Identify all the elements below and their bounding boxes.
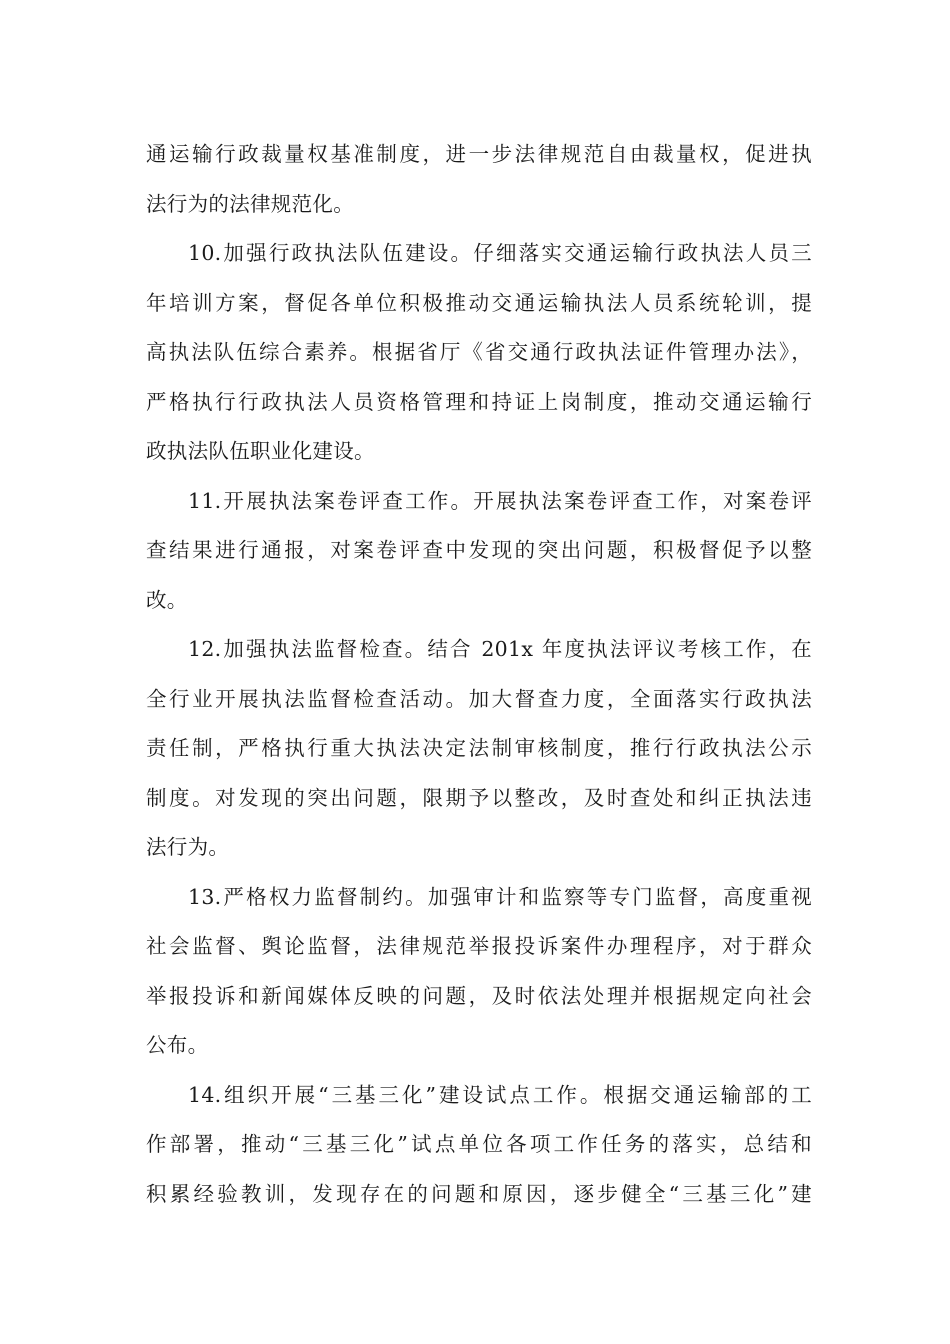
text-line: 12.加强执法监督检查。结合 201x 年度执法评议考核工作，在 bbox=[188, 637, 812, 661]
text-line: 严格执行行政执法人员资格管理和持证上岗制度，推动交通运输行 bbox=[146, 389, 812, 414]
text-line: 14.组织开展“三基三化”建设试点工作。根据交通运输部的工 bbox=[188, 1082, 812, 1107]
text-line: 积累经验教训，发现存在的问题和原因，逐步健全“三基三化”建 bbox=[146, 1181, 812, 1206]
text-line: 责任制，严格执行重大执法决定法制审核制度，推行行政执法公示 bbox=[146, 736, 812, 760]
text-line: 法行为。 bbox=[146, 835, 230, 859]
text-line: 政执法队伍职业化建设。 bbox=[146, 439, 375, 463]
paragraph-10 bbox=[146, 229, 812, 477]
text-line: 法行为的法律规范化。 bbox=[146, 191, 354, 216]
paragraph-14 bbox=[146, 1071, 812, 1220]
text-line: 制度。对发现的突出问题，限期予以整改，及时查处和纠正执法违 bbox=[146, 785, 812, 810]
paragraph-9-tail bbox=[146, 130, 812, 229]
text-line: 社会监督、舆论监督，法律规范举报投诉案件办理程序，对于群众 bbox=[146, 934, 812, 958]
paragraph-13 bbox=[146, 873, 812, 1071]
paragraph-12 bbox=[146, 625, 812, 873]
text-line: 10.加强行政执法队伍建设。仔细落实交通运输行政执法人员三 bbox=[188, 241, 812, 265]
text-line: 公布。 bbox=[146, 1033, 209, 1057]
text-line: 作部署，推动“三基三化”试点单位各项工作任务的落实，总结和 bbox=[146, 1132, 812, 1156]
text-line: 改。 bbox=[146, 587, 188, 612]
document-body bbox=[146, 130, 812, 1219]
paragraph-11 bbox=[146, 477, 812, 626]
text-line: 举报投诉和新闻媒体反映的问题，及时依法处理并根据规定向社会 bbox=[146, 983, 812, 1008]
text-line: 全行业开展执法监督检查活动。加大督查力度，全面落实行政执法 bbox=[146, 686, 812, 711]
text-line: 13.严格权力监督制约。加强审计和监察等专门监督，高度重视 bbox=[188, 884, 812, 909]
text-line: 11.开展执法案卷评查工作。开展执法案卷评查工作，对案卷评 bbox=[188, 488, 812, 513]
text-line: 年培训方案，督促各单位积极推动交通运输执法人员系统轮训，提 bbox=[146, 290, 812, 315]
text-line: 高执法队伍综合素养。根据省厅《省交通行政执法证件管理办法》， bbox=[146, 340, 812, 364]
text-line: 通运输行政裁量权基准制度，进一步法律规范自由裁量权，促进执 bbox=[146, 142, 812, 166]
text-line: 查结果进行通报，对案卷评查中发现的突出问题，积极督促予以整 bbox=[146, 538, 812, 562]
